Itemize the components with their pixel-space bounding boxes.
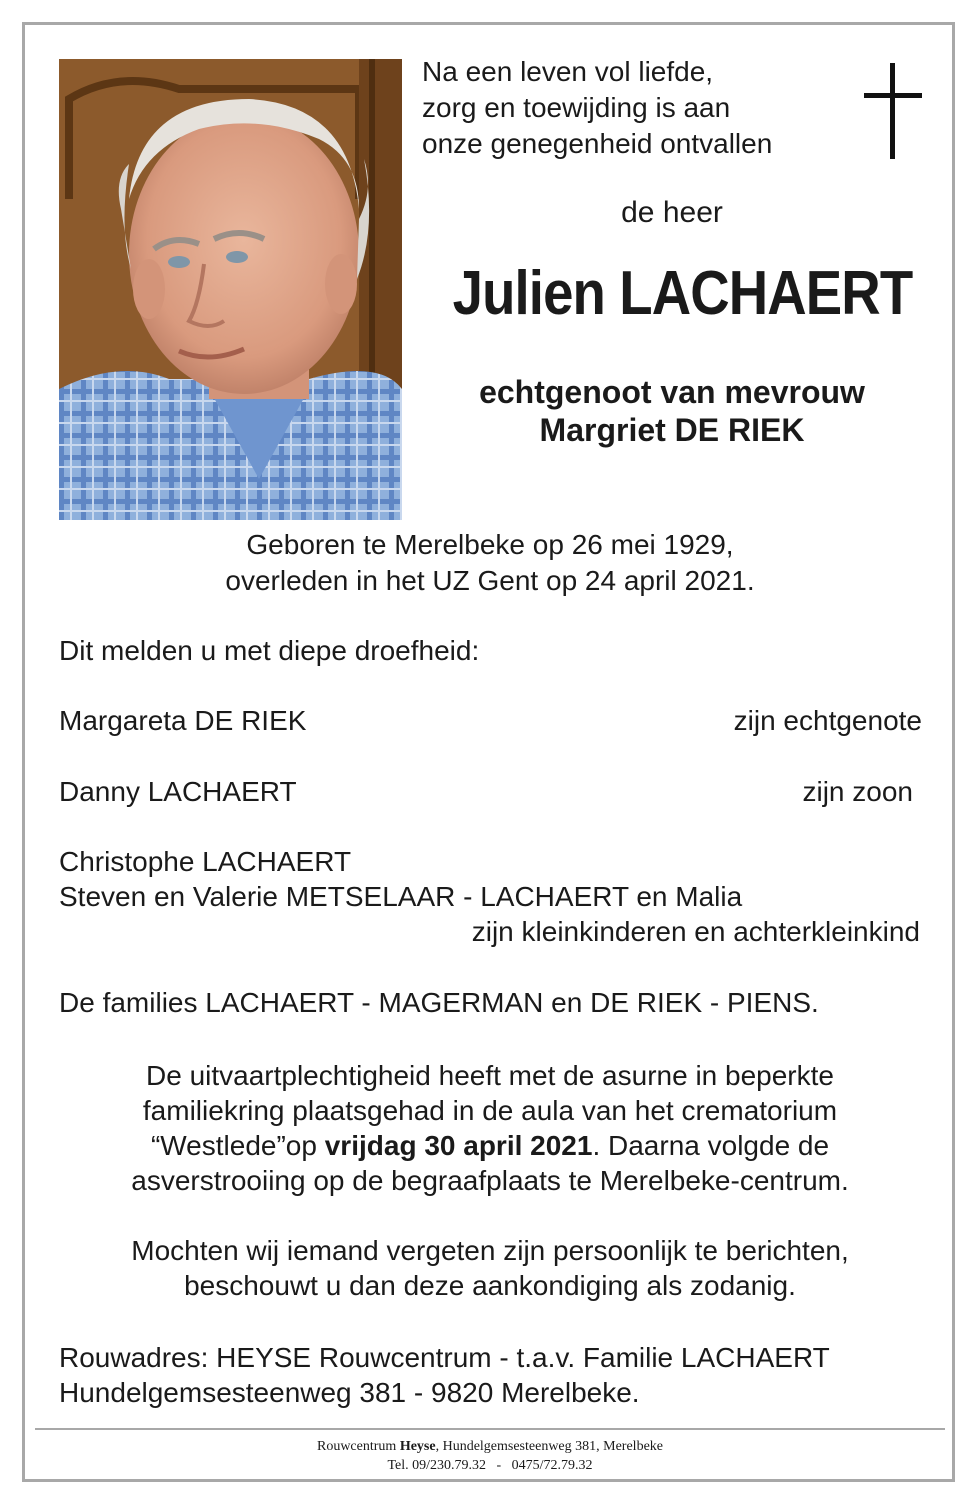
footer-phone: Tel. 09/230.79.32 - 0475/72.79.32 (387, 1458, 593, 1473)
birth-date: Geboren te Merelbeke op 26 mei 1929, (246, 529, 734, 560)
intro-line-2: zorg en toewijding is aan (422, 92, 731, 123)
announcement: Dit melden u met diepe droefheid: (59, 635, 480, 666)
ceremony-text (40, 1058, 940, 1198)
footer-line-1 (0, 1437, 980, 1456)
footer-brand: Heyse (399, 1439, 436, 1454)
spouse-line-1: echtgenoot van mevrouw (479, 374, 865, 410)
ceremony-date: vrijdag 30 april 2021 (324, 1130, 593, 1161)
wife-relation: zijn echtgenote (733, 705, 922, 736)
son-relation: zijn zoon (802, 776, 913, 807)
spouse-info (422, 373, 922, 449)
cross-icon (864, 63, 922, 164)
deceased-name: Julien LACHAERT (452, 259, 913, 328)
wife-name: Margareta DE RIEK (59, 705, 307, 736)
intro-line-1: Na een leven vol liefde, (422, 56, 714, 87)
notice-line-1: Mochten wij iemand vergeten zijn persoonlijk te berichten, (131, 1235, 849, 1266)
footer (0, 1437, 980, 1475)
ceremony-line-4: asverstrooiing op de begraafplaats te Merelbeke-centrum. (131, 1165, 849, 1196)
address-line-1: Rouwadres: HEYSE Rouwcentrum - t.a.v. Familie LACHAERT (59, 1342, 830, 1373)
footer-address: , Hundelgemsesteenweg 381, Merelbeke (435, 1439, 664, 1454)
notice-line-2: beschouwt u dan deze aankondiging als zodanig. (184, 1270, 796, 1301)
grandchild-2: Steven en Valerie METSELAAR - LACHAERT en Malia (59, 881, 743, 912)
life-dates (0, 527, 980, 599)
grandchild-1: Christophe LACHAERT (59, 846, 352, 877)
footer-prefix: Rouwcentrum (316, 1439, 400, 1454)
intro-line-3: onze genegenheid ontvallen (422, 128, 773, 159)
ceremony-line-2: familiekring plaatsgehad in de aula van het crematorium (142, 1095, 838, 1126)
footer-divider (35, 1428, 945, 1430)
honorific: de heer (621, 196, 723, 229)
ceremony-line-3 (40, 1128, 940, 1163)
grandchildren-relation: zijn kleinkinderen en achterkleinkind (471, 916, 920, 947)
death-date: overleden in het UZ Gent op 24 april 2021. (225, 565, 755, 596)
ceremony-line-1: De uitvaartplechtigheid heeft met de asurne in beperkte (146, 1060, 834, 1091)
son-name: Danny LACHAERT (59, 776, 297, 807)
address-line-2: Hundelgemsesteenweg 381 - 9820 Merelbeke. (59, 1377, 640, 1408)
intro-text (422, 54, 772, 162)
ceremony-venue: “Westlede”op (150, 1130, 325, 1161)
families: De families LACHAERT - MAGERMAN en DE RIEK - PIENS. (59, 987, 819, 1018)
notice-text (40, 1233, 940, 1303)
ceremony-continuation: . Daarna volgde de (592, 1130, 830, 1161)
spouse-line-2: Margriet DE RIEK (539, 412, 805, 448)
portrait-photo (59, 59, 402, 520)
